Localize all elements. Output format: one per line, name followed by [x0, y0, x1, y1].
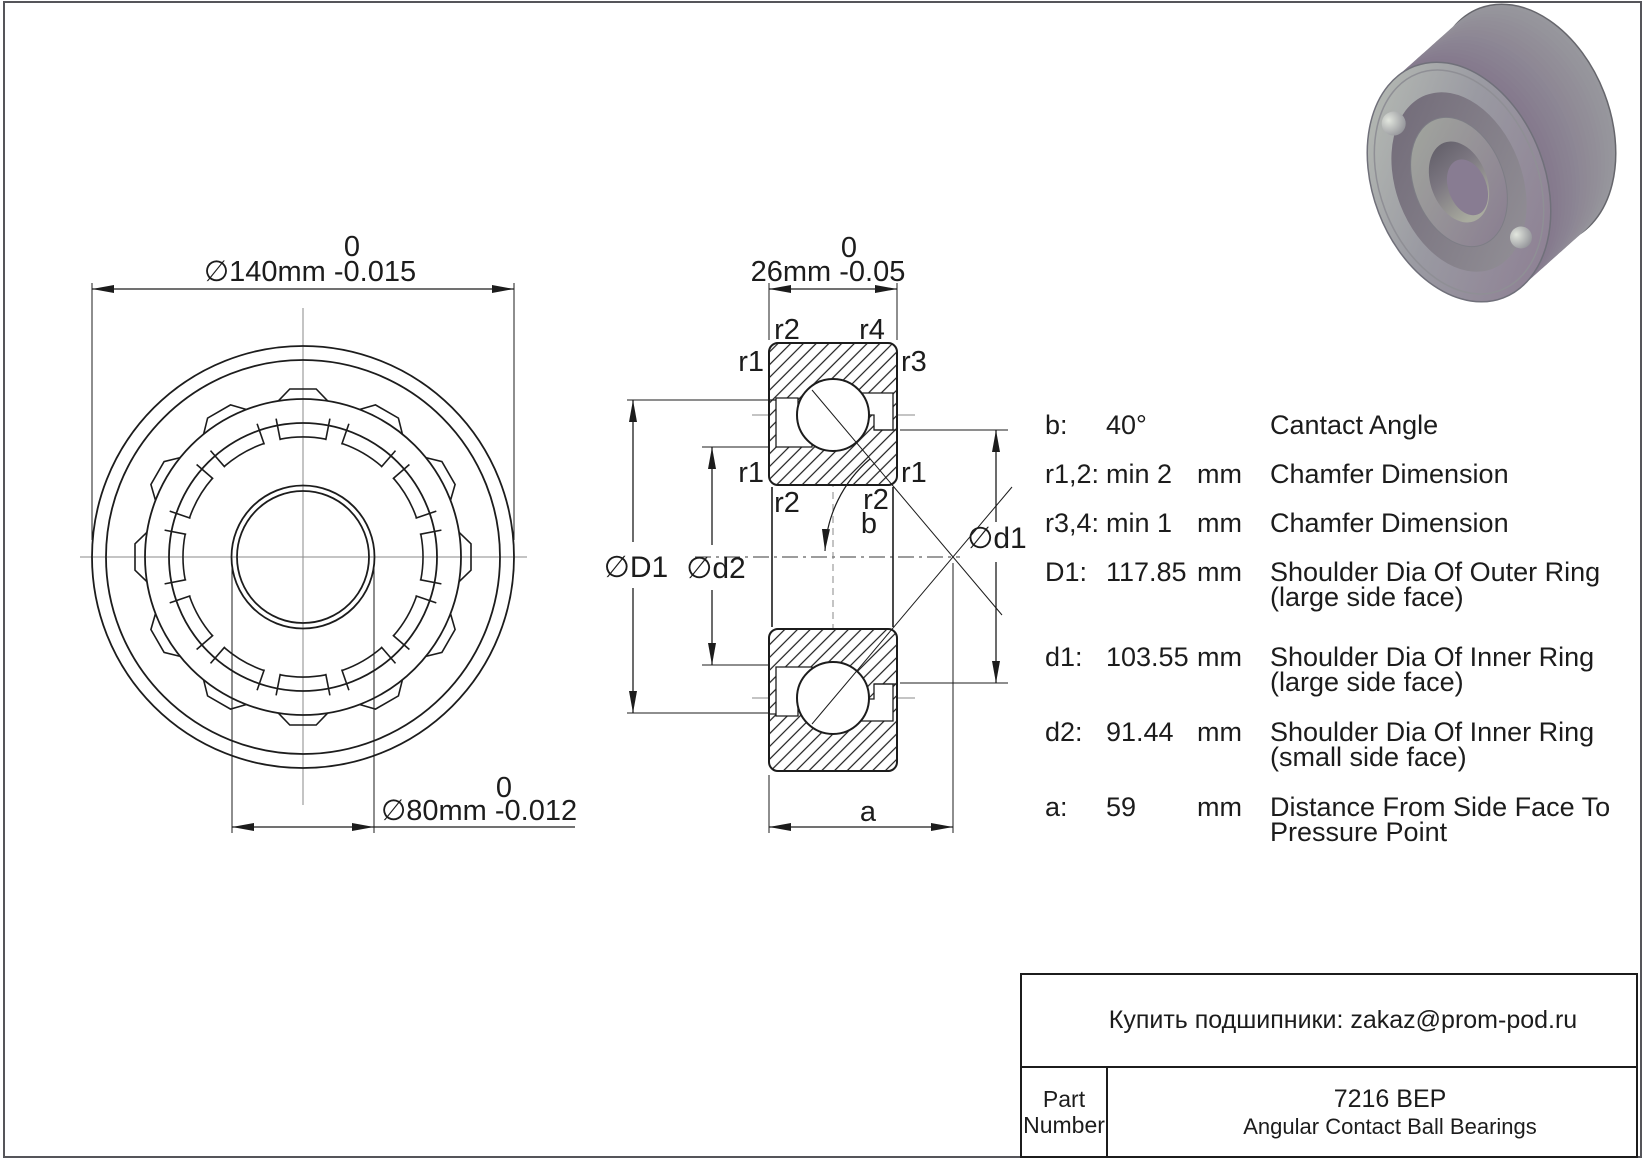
spec-unit: mm: [1197, 642, 1242, 672]
bearing-category: Angular Contact Ball Bearings: [1243, 1114, 1537, 1139]
part-label-line2: Number: [1023, 1112, 1105, 1138]
a-label: a: [859, 796, 877, 828]
spec-value: 91.44: [1106, 717, 1174, 747]
spec-label: d1:: [1045, 642, 1083, 672]
spec-unit: mm: [1197, 717, 1242, 747]
spec-desc: Cantact Angle: [1270, 410, 1439, 440]
front-view-drawing: [80, 283, 578, 833]
spec-value: 40°: [1106, 410, 1147, 440]
bearing-3d-image: [1334, 0, 1647, 329]
spec-value: 117.85: [1106, 557, 1187, 587]
contact-info: Купить подшипники: zakaz@prom-pod.ru: [1022, 975, 1636, 1068]
d1-label: ∅d1: [967, 522, 1027, 555]
chamfer-label-r2-innerleft: r2: [774, 487, 800, 519]
width-dimension-text: 26mm -0.05: [750, 256, 906, 288]
bore-dimension-text: ∅80mm -0.012: [381, 795, 578, 827]
front-view-dimension-text: [204, 231, 577, 827]
spec-unit: mm: [1197, 508, 1242, 538]
cross-section-drawing: [627, 283, 1012, 833]
part-number-label: [1022, 1068, 1108, 1156]
spec-label: a:: [1045, 792, 1068, 822]
spec-value: 59: [1106, 792, 1137, 822]
chamfer-label-r3-topright: r3: [901, 346, 927, 378]
chamfer-label-r1-midright: r1: [901, 457, 927, 489]
spec-unit: mm: [1197, 459, 1242, 489]
bore-tolerance-upper: 0: [495, 772, 513, 804]
part-number-value: 7216 BEP: [1333, 1085, 1447, 1113]
spec-value: min 1: [1106, 508, 1173, 538]
chamfer-label-r2-innerright: r2: [863, 484, 889, 516]
chamfer-label-r4-top: r4: [859, 314, 885, 346]
spec-label: d2:: [1045, 717, 1083, 747]
spec-label: D1:: [1045, 557, 1088, 587]
spec-value: min 2: [1106, 459, 1173, 489]
spec-desc: Distance From Side Face To Pressure Point: [1270, 792, 1611, 847]
title-block: [1020, 973, 1638, 1158]
bottom-ball: [797, 662, 869, 734]
D1-label: ∅D1: [603, 551, 669, 584]
chamfer-label-r1-topleft: r1: [738, 346, 764, 378]
spec-unit: mm: [1197, 792, 1242, 822]
contact-angle-label: b: [860, 508, 878, 540]
d2-label: ∅d2: [686, 552, 746, 585]
spec-value: 103.55: [1106, 642, 1189, 672]
spec-desc: Shoulder Dia Of Inner Ring (small side face): [1270, 717, 1595, 772]
chamfer-label-r2-top: r2: [774, 314, 800, 346]
od-dimension-text: ∅140mm -0.015: [203, 256, 417, 288]
part-label-line1: Part: [1042, 1086, 1086, 1112]
spec-desc: Shoulder Dia Of Inner Ring (large side face): [1270, 642, 1595, 697]
spec-desc: Chamfer Dimension: [1270, 508, 1509, 538]
spec-label: r1,2:: [1045, 459, 1100, 489]
spec-label: b:: [1045, 410, 1068, 440]
chamfer-label-r1-midleft: r1: [738, 457, 764, 489]
spec-desc: Chamfer Dimension: [1270, 459, 1509, 489]
spec-unit: mm: [1197, 557, 1242, 587]
spec-desc: Shoulder Dia Of Outer Ring (large side face): [1270, 557, 1601, 612]
spec-label: r3,4:: [1045, 508, 1100, 538]
width-tolerance-upper: 0: [840, 232, 858, 264]
od-tolerance-upper: 0: [343, 231, 361, 263]
